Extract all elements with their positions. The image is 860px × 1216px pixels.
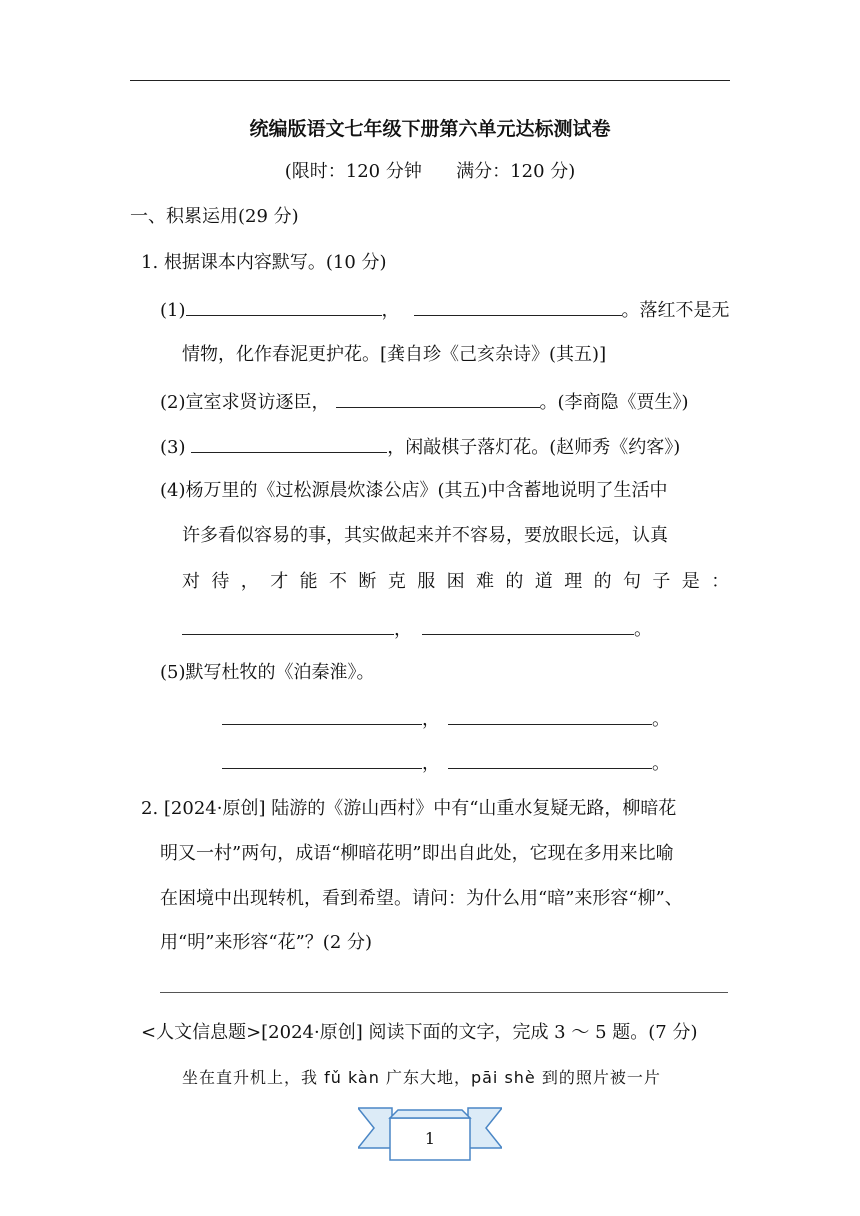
answer-blank[interactable] bbox=[222, 750, 422, 769]
answer-blank[interactable] bbox=[186, 297, 382, 316]
q1-part3-suffix: ，闲敲棋子落灯花。(赵师秀《约客》) bbox=[387, 437, 681, 458]
q1-part1-line2: 情物，化作春泥更护花。[龚自珍《己亥杂诗》(其五)] bbox=[182, 344, 607, 365]
q1-part2 bbox=[160, 389, 689, 415]
q1-part3-prefix: (3) bbox=[160, 437, 192, 458]
question-1-stem: 1. 根据课本内容默写。(10 分) bbox=[141, 252, 387, 273]
answer-line[interactable] bbox=[160, 992, 728, 993]
q1-part4-line2: 许多看似容易的事，其实做起来并不容易，要放眼长远，认真 bbox=[182, 525, 668, 546]
question-2-line3: 在困境中出现转机，看到希望。请问：为什么用“暗”来形容“柳”、 bbox=[160, 888, 683, 909]
answer-blank[interactable] bbox=[191, 434, 387, 453]
period: 。 bbox=[652, 709, 670, 730]
period: 。 bbox=[652, 753, 670, 774]
answer-blank[interactable] bbox=[414, 297, 622, 316]
answer-blank[interactable] bbox=[222, 706, 422, 725]
q1-part5: (5)默写杜牧的《泊秦淮》。 bbox=[160, 662, 375, 683]
question-2-line2: 明又一村”两句，成语“柳暗花明”即出自此处，它现在多用来比喻 bbox=[160, 843, 674, 864]
reading-text: 坐在直升机上，我 fǔ kàn 广东大地，pāi shè 到的照片被一片 bbox=[182, 1068, 661, 1087]
comma: ， bbox=[381, 300, 400, 321]
comma: ， bbox=[422, 753, 440, 774]
q1-part2-suffix: 。(李商隐《贾生》) bbox=[539, 392, 689, 413]
answer-blank[interactable] bbox=[182, 616, 394, 635]
answer-blank[interactable] bbox=[336, 389, 540, 408]
comma: ， bbox=[394, 619, 412, 640]
q1-part1-suffix: 。落红不是无 bbox=[621, 300, 730, 321]
answer-blank[interactable] bbox=[448, 750, 652, 769]
section-heading: 一、积累运用(29 分) bbox=[130, 206, 299, 227]
q1-part5-blanks-row2 bbox=[222, 750, 670, 776]
exam-subtitle: (限时：120 分钟 满分：120 分) bbox=[284, 161, 576, 182]
top-rule bbox=[130, 80, 730, 81]
q1-part3 bbox=[160, 434, 680, 460]
q1-part2-prefix: (2)宣室求贤访逐臣， bbox=[160, 392, 330, 413]
answer-blank[interactable] bbox=[448, 706, 652, 725]
q1-part5-blanks-row1 bbox=[222, 706, 670, 732]
comma: ， bbox=[422, 709, 440, 730]
answer-blank[interactable] bbox=[422, 616, 634, 635]
q1-part4-line1: (4)杨万里的《过松源晨炊漆公店》(其五)中含蓄地说明了生活中 bbox=[160, 480, 668, 501]
q1-part1-prefix: (1) bbox=[160, 300, 186, 321]
q1-part4-line3: 对待，才能不断克服困难的道理的句子是： bbox=[182, 571, 741, 592]
reading-intro: <人文信息题>[2024·原创] 阅读下面的文字，完成 3 ～ 5 题。(7 分) bbox=[141, 1022, 698, 1043]
page-number: 1 bbox=[424, 1129, 436, 1148]
exam-title: 统编版语文七年级下册第六单元达标测试卷 bbox=[249, 118, 611, 140]
question-2-line1: 2. [2024·原创] 陆游的《游山西村》中有“山重水复疑无路，柳暗花 bbox=[141, 798, 677, 819]
period: 。 bbox=[634, 619, 652, 640]
q1-part1-line1 bbox=[160, 297, 730, 323]
q1-part4-blanks bbox=[182, 616, 652, 642]
question-2-line4: 用“明”来形容“花”？(2 分) bbox=[160, 932, 373, 953]
